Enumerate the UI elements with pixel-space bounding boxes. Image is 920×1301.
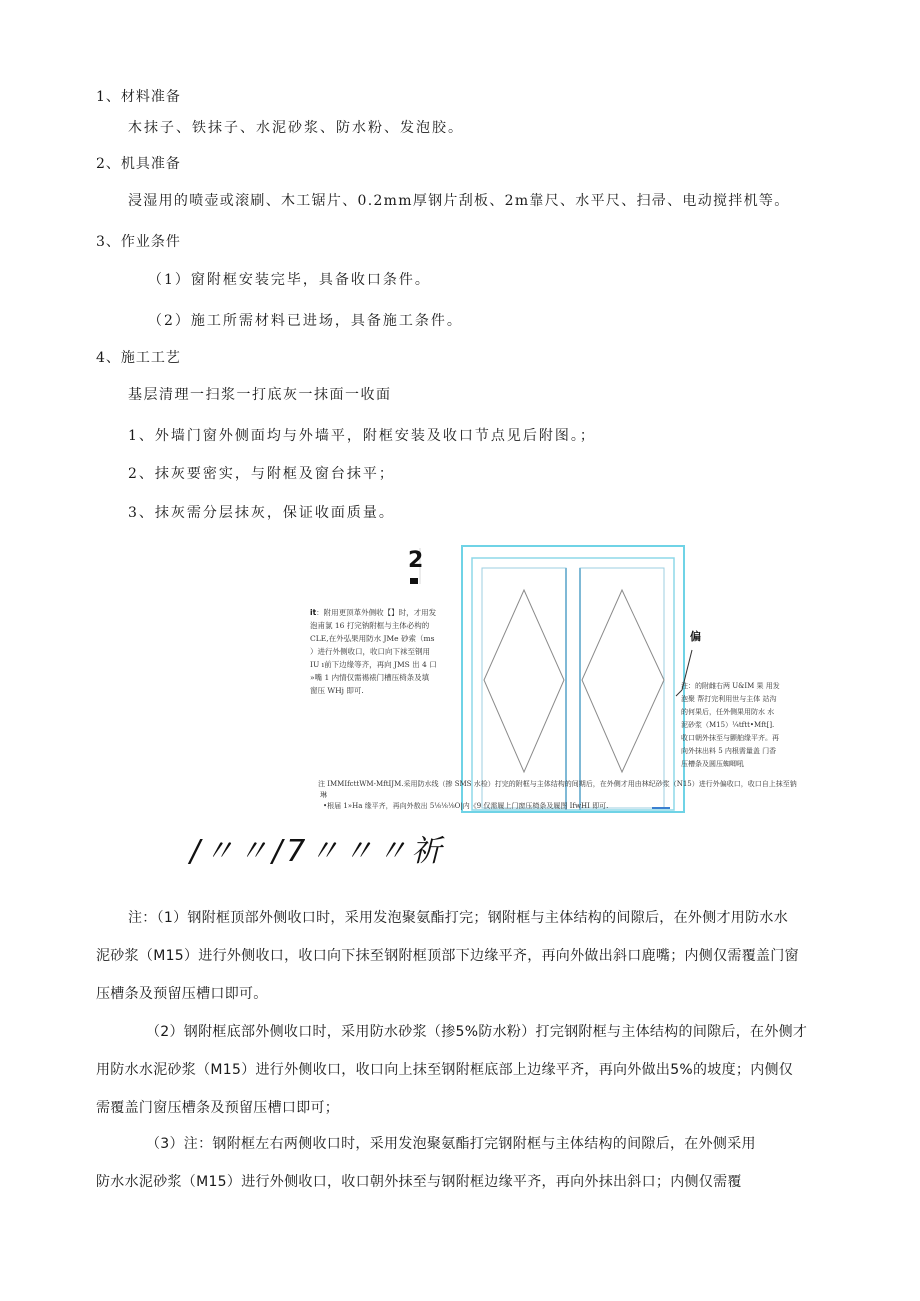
swing-indicator-right — [582, 590, 664, 772]
left-note-line: ：附用更顶革外侧收【】时，才用发 — [316, 608, 437, 617]
note-3-line-1: （3）注：钢附框左右两侧收口时，采用发泡聚氨酯打完钢附框与主体结构的间隙后，在外侧采用 — [146, 1136, 756, 1152]
section-2-line-1: 浸湿用的喷壶或滚刷、木工锯片、0.2mm厚钢片刮板、2m靠尺、水平尺、扫帚、电动搅拌机等。 — [128, 193, 790, 209]
left-note-line: 窗压 WHj 即可. — [310, 686, 364, 695]
garbled-heading: /〃〃/7〃〃〃祈 — [190, 834, 446, 869]
frame-inner — [472, 558, 674, 810]
section-3-line-1: （1）窗附框安装完毕，具备收口条件。 — [148, 272, 431, 288]
right-note-line: 泡聚 帮打完利用世与主体 站沟 — [681, 695, 777, 703]
diagram-top-mark: 2 — [408, 548, 424, 573]
diagram-left-note — [310, 606, 460, 697]
section-3-heading: 3、作业条件 — [96, 234, 181, 250]
section-4-line-2: 1、外墙门窗外侧面均与外墙平，附框安装及收口节点见后附图。； — [128, 428, 596, 444]
diagram-bottom-note-1: 注 IMMIfcttWM-MftIJM.采用防水线（掺 SMS 水检）打完的附框与主体结构的间期后，在外侧才用由林纪砂浆（N15）进行外偏收口，收口自上抹至钠 — [318, 780, 797, 788]
right-note-line: 收口朝外抹至与颤舶缘平齐。再 — [681, 734, 779, 742]
left-note-line: 泡甫氯 16 打完钠附框与主体必构的 — [310, 621, 430, 630]
right-note-line: 的何果后，任外侧果用防水 水 — [681, 708, 775, 716]
note-2-line-2: 用防水水泥砂浆（M15）进行外侧收口，收口向上抹至钢附框底部上边缘平齐，再向外做出5%的坡度；内侧仅 — [96, 1062, 794, 1078]
note-2-line-3: 需覆盖门窗压槽条及预留压槽口即可； — [96, 1100, 340, 1116]
right-note-line: 注：的附雌右两 U&IM 果 用发 — [681, 682, 780, 690]
section-1-line-1: 木抹子、铁抹子、水泥砂浆、防水粉、发泡胶。 — [128, 120, 464, 136]
swing-indicator-left — [484, 590, 564, 772]
diagram-right-note — [681, 680, 791, 771]
diagram-bottom-note-1b: 琳 — [320, 791, 327, 799]
left-note-label: it — [310, 608, 317, 617]
section-2-heading: 2、机具准备 — [96, 156, 181, 172]
note-2-line-1: （2）钢附框底部外侧收口时，采用防水砂浆（掺5%防水粉）打完钢附框与主体结构的间隙后，在外侧才 — [146, 1024, 808, 1040]
right-note-line: 压槽条及圆压蜘唧吼 — [681, 760, 744, 768]
section-3-line-2: （2）施工所需材料已进场，具备施工条件。 — [148, 313, 463, 329]
note-3-line-2: 防水水泥砂浆（M15）进行外侧收口，收口朝外抹至与钢附框边缘平齐，再向外抹出斜口；内侧仅需覆 — [96, 1174, 742, 1190]
left-note-line: CLE,在外弘果用防水 JMe 砂索（ms — [310, 634, 435, 643]
section-4-line-3: 2、抹灰要密实，与附框及窗台抹平； — [128, 466, 395, 482]
left-note-line: ）进行外侧收口，收口向下袜至钢用 — [310, 647, 430, 656]
diagram-side-mark: 偏 — [690, 630, 701, 643]
diagram-bottom-note-2: •根届 1»Ha 缘平齐，再向外敖出 5⅛⅛⅛O|内《9 仅需履上门窗压椅条及履图 IfwHI 即可. — [323, 802, 609, 810]
section-4-heading: 4、施工工艺 — [96, 350, 181, 366]
section-4-line-4: 3、抹灰需分层抹灰，保证收面质量。 — [128, 505, 395, 521]
section-4-line-1: 基层清理一扫浆一打底灰一抹面一收面 — [128, 387, 392, 403]
marker-block — [410, 578, 418, 584]
note-1-line-1: 注：（1）钢附框顶部外侧收口时，采用发泡聚氨酯打完；钢附框与主体结构的间隙后，在外侧才用防水水 — [128, 910, 789, 926]
frame-outer — [462, 546, 684, 812]
section-1-heading: 1、材料准备 — [96, 89, 181, 105]
note-1-line-3: 压槽条及预留压槽口即可。 — [96, 986, 268, 1002]
right-note-line: 向外抹出料 5 内根需量盖 门香 — [681, 747, 777, 755]
left-note-line: »嘴 1 内情仅需裼裱门槽压椅条及填 — [310, 673, 430, 682]
right-note-line: 泥砂浆（M15）¼tftt•Mft[]. — [681, 721, 775, 729]
left-note-line: IU ı前下边缘等齐，再向 JMS 出 4 口 — [310, 660, 437, 669]
note-1-line-2: 泥砂浆（M15）进行外侧收口，收口向下抹至钢附框顶部下边缘平齐，再向外做出斜口鹿嘴；内侧仅需覆盖门窗 — [96, 948, 799, 964]
